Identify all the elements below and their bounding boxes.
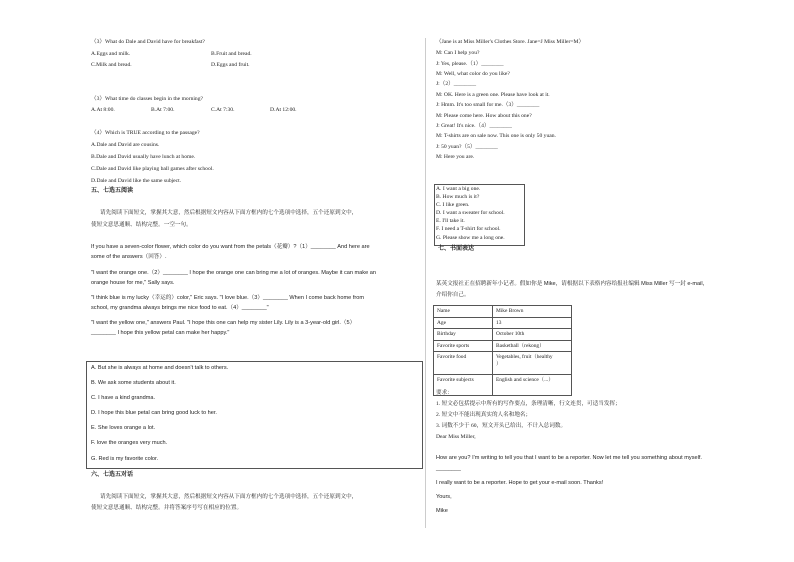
table-row xyxy=(434,375,572,396)
table-value-line: Vegetables, fruit（healthy xyxy=(496,354,553,361)
sign-off: Yours, xyxy=(436,494,452,500)
option-item: G. Please show me a long one. xyxy=(436,235,505,241)
table-value: 13 xyxy=(493,317,572,329)
dialog-line: （Jane is at Miss Miller's Clothes Store. Jane=J Miss Miller=M） xyxy=(436,39,585,45)
table-value xyxy=(493,352,572,375)
info-table xyxy=(433,305,572,396)
dialog-line: J: Great! It's nice.（4）________ xyxy=(436,123,512,129)
option-d: D.Eggs and fruit. xyxy=(211,62,250,68)
passage-line: If you have a seven-color flower, which color do you want from the petals（花瓣）?（1）________ And here are xyxy=(91,244,370,250)
option-item: G. Red is my favorite color. xyxy=(91,456,159,462)
passage-line: "I think blue is my lucky（幸运的）color," Eric says. "I love blue.（3）________ When I come back home from xyxy=(91,295,365,301)
table-row xyxy=(434,340,572,352)
dialog-line: M: Here you are. xyxy=(436,154,475,160)
option-item: B. We ask some students about it. xyxy=(91,380,176,386)
option-c: C.Dale and David like playing ball games after school. xyxy=(91,166,214,172)
dialog-line: M: Please come here. How about this one? xyxy=(436,113,532,119)
email-line: How are you? I'm writing to tell you that I want to be a reporter. Now let me tell you something about myself. xyxy=(436,455,702,461)
dialog-line: J:（2）________ xyxy=(436,81,477,87)
table-key: Birthday xyxy=(434,329,493,341)
option-a: A.Eggs and milk. xyxy=(91,51,131,57)
question-stem: （3）What time do classes begin in the morning? xyxy=(91,96,204,102)
passage-line: orange house for me," Sally says. xyxy=(91,280,175,286)
option-item: E. She loves orange a lot. xyxy=(91,425,156,431)
option-c: C.Milk and bread. xyxy=(91,62,132,68)
requirement-line: 3. 词数不少于 60，短文开头已给出，不计入总词数。 xyxy=(436,423,567,429)
option-item: E. I'll take it. xyxy=(436,218,465,224)
option-b: B.Dale and David usually have lunch at home. xyxy=(91,154,196,160)
table-key: Favorite sports xyxy=(434,340,493,352)
table-value: Mike Brown xyxy=(493,306,572,318)
option-item: C. I have a kind grandma. xyxy=(91,395,156,401)
section-title: 五、七选五阅读 xyxy=(91,188,134,194)
table-row xyxy=(434,317,572,329)
requirement-line: 要求： xyxy=(436,390,453,396)
email-line: I really want to be a reporter. Hope to get your e-mail soon. Thanks! xyxy=(436,480,604,486)
dialog-line: M: T-shirts are on sale now. This one is only 50 yuan. xyxy=(436,133,556,139)
option-a: A.At 8:00. xyxy=(91,107,115,113)
option-item: A. But she is always at home and doesn't talk to others. xyxy=(91,365,229,371)
option-b: B.At 7:00. xyxy=(151,107,175,113)
option-item: D. I want a sweater for school. xyxy=(436,210,505,216)
instruction: 请先阅读下面短文，掌握其大意，然后根据短文内容从下面方框内的七个选项中选择，五个还原到文中， xyxy=(100,210,358,216)
table-value: Basketball（rekong） xyxy=(493,340,572,352)
option-item: F. love the oranges very much. xyxy=(91,440,168,446)
option-d: D.At 12:00. xyxy=(270,107,297,113)
table-row xyxy=(434,352,572,375)
instruction: 介绍你自己。 xyxy=(436,292,470,298)
option-item: B. How much is it? xyxy=(436,194,480,200)
table-value: English and science（...） xyxy=(493,375,572,396)
instruction: 某英文报社正在招聘新年小记者。假如你是 Mike，请根据以下表格内容给报社编辑 Miss Miller 写一封 e-mail， xyxy=(436,281,709,287)
requirement-line: 1. 短文必包括提示中所有的写作要点，条理清晰，行文连贯，可适当发挥； xyxy=(436,401,621,407)
passage-line: "I want the yellow one," answers Paul. "I hope this one can help my sister Lily. Lily is a 3-year-old girl.（5） xyxy=(91,320,356,326)
table-key: Favorite subjects xyxy=(434,375,493,396)
table-value: October 10th xyxy=(493,329,572,341)
dialog-line: M: Can I help you? xyxy=(436,50,480,56)
salutation: Dear Miss Miller, xyxy=(436,434,476,440)
table-value-line: ） xyxy=(496,360,502,367)
option-item: C. I like green. xyxy=(436,202,470,208)
dialog-line: J: Hmm. It's too small for me.（3）________ xyxy=(436,102,540,108)
dialog-line: M: OK. Here is a green one. Please have look at it. xyxy=(436,92,550,98)
option-b: B.Fruit and bread. xyxy=(211,51,252,57)
option-d: D.Dale and David like the same subject. xyxy=(91,178,182,184)
sign-name: Mike xyxy=(436,508,448,514)
table-key: Name xyxy=(434,306,493,318)
answer-blank: ________ xyxy=(436,466,461,472)
table-key: Age xyxy=(434,317,493,329)
dialog-line: J: 50 yuan?（5）________ xyxy=(436,144,498,150)
dialog-line: J: Yes, please.（1）________ xyxy=(436,61,504,67)
table-row xyxy=(434,329,572,341)
table-row xyxy=(434,306,572,318)
question-stem: （4）Which is TRUE according to the passage? xyxy=(91,130,200,136)
section-title: 七、书面表达 xyxy=(438,246,475,252)
option-c: C.At 7:30. xyxy=(211,107,235,113)
option-item: D. I hope this blue petal can bring good luck to her. xyxy=(91,410,217,416)
instruction: 使短文意思通顺、结构完整。并将答案序号写在相应的位置。 xyxy=(91,505,243,511)
passage-line: ________ I hope this yellow petal can make her happy." xyxy=(91,330,230,336)
question-stem: （3）What do Dale and David have for breakfast? xyxy=(91,39,205,45)
passage-line: school, my grandma always brings me nice food to eat.（4）________" xyxy=(91,305,269,311)
instruction: 使短文意思通顺、结构完整。一空一句。 xyxy=(91,222,192,228)
dialog-line: M: Well, what color do you like? xyxy=(436,71,510,77)
column-divider xyxy=(425,38,426,528)
passage-line: "I want the orange one.（2）________ I hope the orange one can bring me a lot of oranges. Maybe it can make an xyxy=(91,270,376,276)
section-title: 六、七选五对话 xyxy=(91,472,134,478)
option-item: A. I want a big one. xyxy=(436,186,481,192)
option-a: A.Dale and David are cousins. xyxy=(91,142,160,148)
table-key: Favorite food xyxy=(434,352,493,375)
passage-line: some of the answers（回答）. xyxy=(91,254,167,260)
instruction: 请先阅读下面短文，掌握其大意，然后根据短文内容从下面方框内的七个选项中选择，五个还原到文中， xyxy=(100,494,358,500)
option-item: F. I need a T-shirt for school. xyxy=(436,226,501,232)
requirement-line: 2. 短文中不能出现真实的人名和地名； xyxy=(436,412,532,418)
